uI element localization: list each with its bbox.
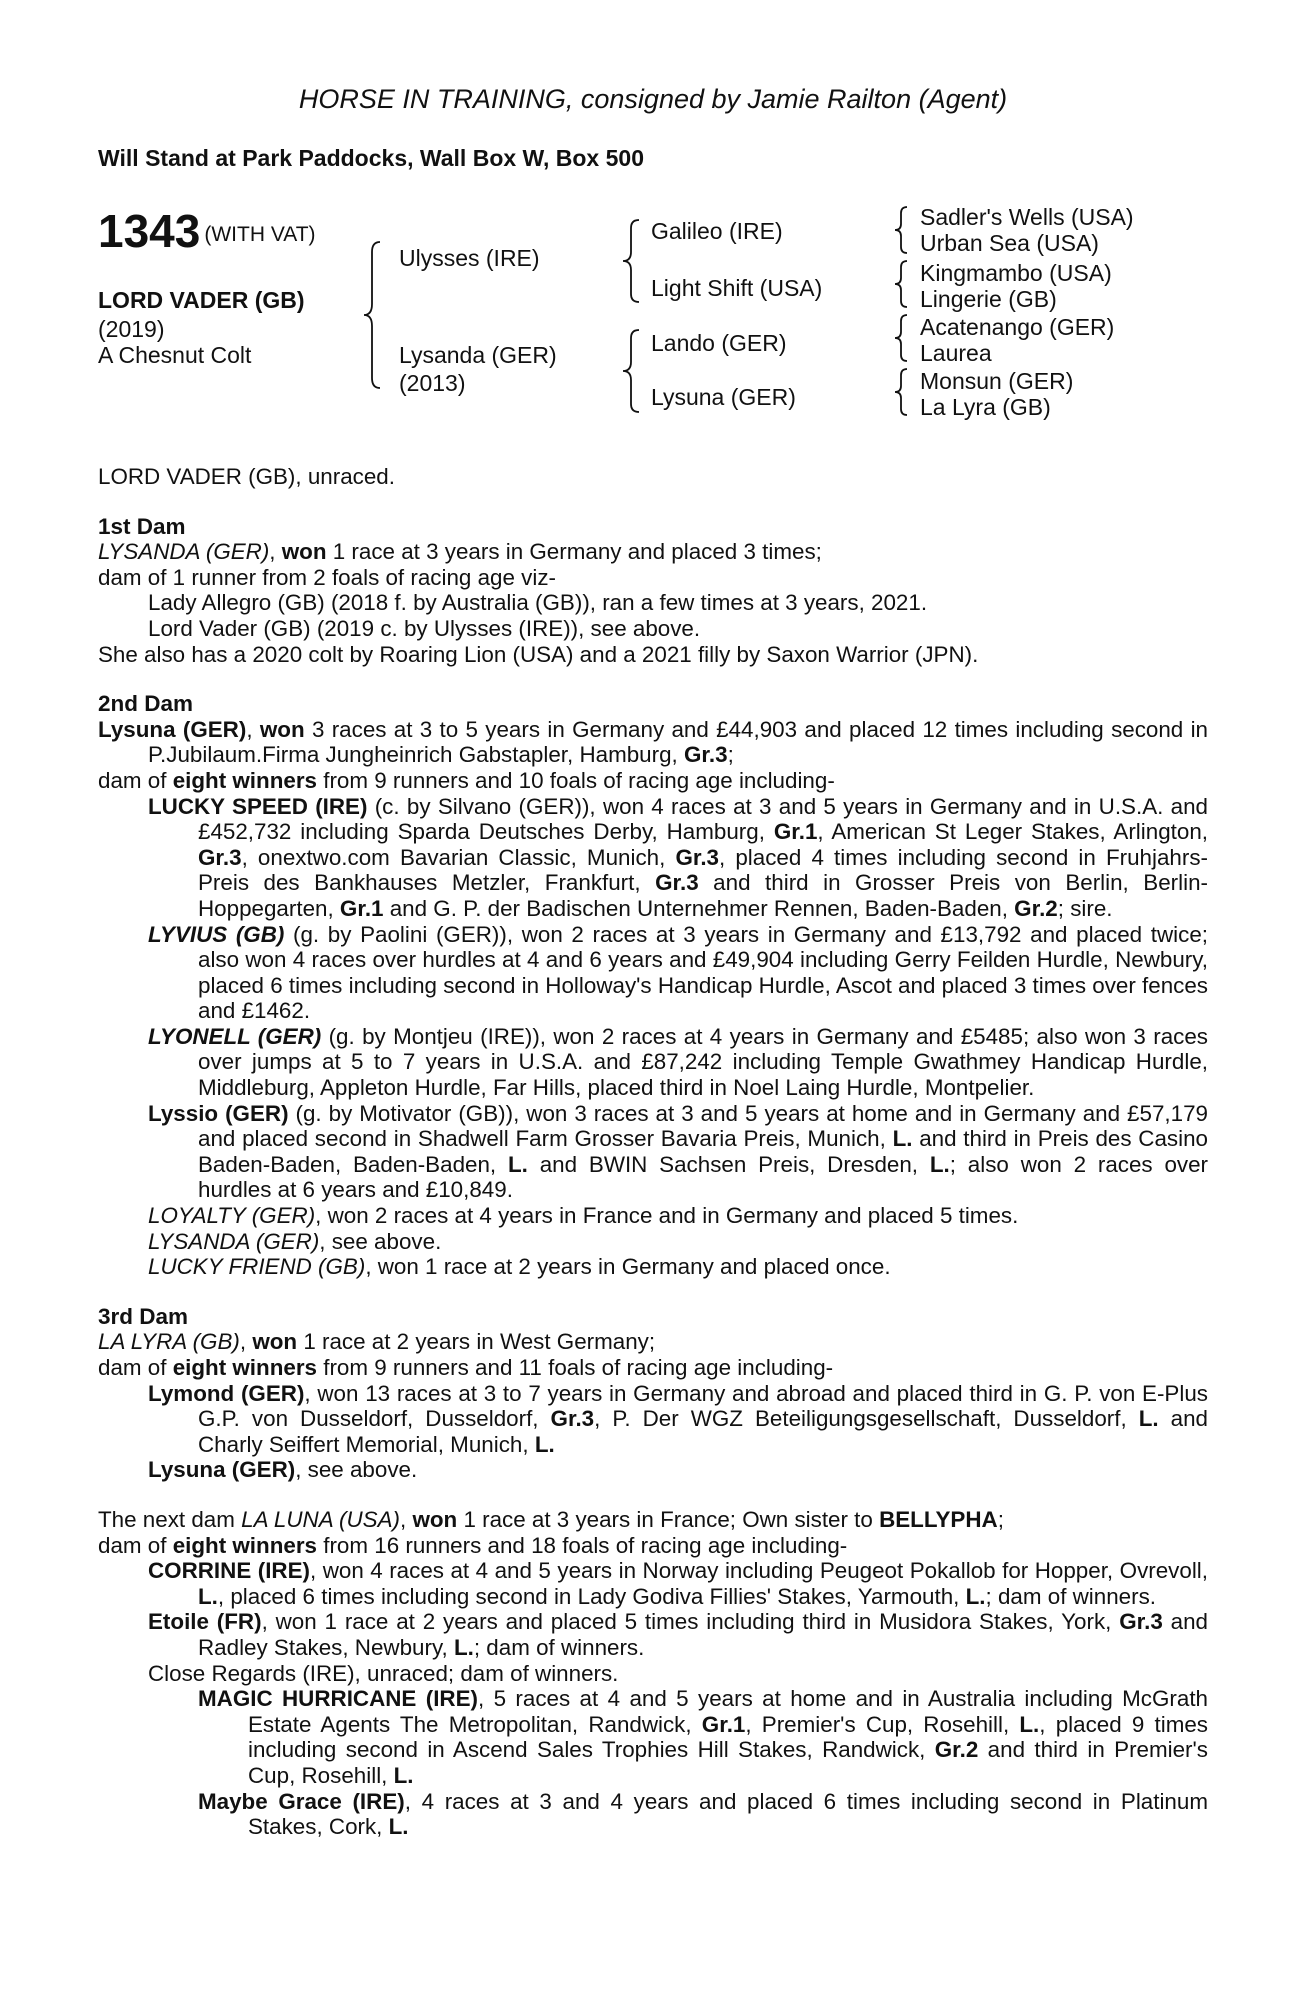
horse-name: LORD VADER (GB) xyxy=(98,287,305,313)
pedigree-sire: Ulysses (IRE) xyxy=(399,245,540,271)
lot-number-value: 1343 xyxy=(98,205,201,257)
produce-entry: Etoile (FR), won 1 race at 2 years and placed 5 times including third in Musidora Stakes, York, Gr.3 and Radley Stakes, Newbury, L.; dam of winners. xyxy=(148,1609,1208,1660)
third-dam-heading: 3rd Dam xyxy=(98,1303,189,1329)
pedigree-gen2-1: Galileo (IRE) xyxy=(651,218,783,244)
produce-entry: Lyssio (GER) (g. by Motivator (GB)), won 3 races at 3 and 5 years at home and in Germany and £57,179 and placed second in Shadwell Farm Grosser Bavaria Preis, Munich, L. and third in Preis des Casino Baden-Baden, Baden-Baden, L. and BWIN Sachsen Preis, Dresden, L.; also won 2 races over hurdles at 6 years and £10,849. xyxy=(148,1100,1209,1203)
pedigree-gen3-7: Monsun (GER) xyxy=(920,368,1074,394)
third-dam-record: LA LYRA (GB), won 1 race at 2 years in West Germany; xyxy=(98,1329,656,1355)
horse-year: (2019) xyxy=(98,316,165,342)
next-dam-record: The next dam LA LUNA (USA), won 1 race at 3 years in France; Own sister to BELLYPHA; xyxy=(98,1506,1004,1532)
next-dam-section xyxy=(98,1507,1208,1840)
produce-entry: Lysuna (GER), see above. xyxy=(148,1457,418,1483)
pedigree-brace-7 xyxy=(893,367,909,417)
pedigree-dam-year: (2013) xyxy=(399,370,466,396)
second-dam-record: Lysuna (GER), won 3 races at 3 to 5 years in Germany and £44,903 and placed 12 times including second in P.Jubilaum.Firma Jungheinrich Gabstapler, Hamburg, Gr.3; xyxy=(98,716,1209,768)
second-dam-produce-summary: dam of eight winners from 9 runners and 10 foals of racing age including- xyxy=(98,767,835,793)
lot-number xyxy=(98,204,316,262)
third-dam-section xyxy=(98,1304,1208,1483)
produce-entry: LUCKY SPEED (IRE) (c. by Silvano (GER)), won 4 races at 3 and 5 years in Germany and in U.S.A. and £452,732 including Sparda Deutsches Derby, Hamburg, Gr.1, American St Leger Stakes, Arlington, Gr.3, onextwo.com Bavarian Classic, Munich, Gr.3, placed 4 times including second in Fruhjahrs-Preis des Bankhauses Metzler, Frankfurt, Gr.3 and third in Grosser Preis von Berlin, Berlin-Hoppegarten, Gr.1 and G. P. der Badischen Unternehmer Rennen, Baden-Baden, Gr.2; sire. xyxy=(148,793,1208,921)
pedigree-gen3-6: Laurea xyxy=(920,340,992,366)
page-title: HORSE IN TRAINING, consigned by Jamie Railton (Agent) xyxy=(298,84,1008,114)
stand-location: Will Stand at Park Paddocks, Wall Box W, Box 500 xyxy=(98,145,644,171)
produce-entry: Lymond (GER), won 13 races at 3 to 7 years in Germany and abroad and placed third in G. P. von E-Plus G.P. von Dusseldorf, Dusseldorf, Gr.3, P. Der WGZ Beteiligungsgesellschaft, Dusseldorf, L. and Charly Seiffert Memorial, Munich, L. xyxy=(148,1380,1208,1457)
produce-entry: Maybe Grace (IRE), 4 races at 3 and 4 years and placed 6 times including second in Platinum Stakes, Cork, L. xyxy=(198,1788,1208,1840)
pedigree-brace-3 xyxy=(621,328,641,414)
pedigree-dam: Lysanda (GER) xyxy=(399,342,557,368)
first-dam-record: LYSANDA (GER), won 1 race at 3 years in Germany and placed 3 times; xyxy=(98,539,822,565)
produce-line: Lady Allegro (GB) (2018 f. by Australia (GB)), ran a few times at 3 years, 2021. xyxy=(148,590,928,616)
first-dam-produce-summary: dam of 1 runner from 2 foals of racing age viz- xyxy=(98,564,556,590)
first-dam-heading: 1st Dam xyxy=(98,513,186,539)
pedigree-brace-5 xyxy=(893,259,909,309)
produce-entry: CORRINE (IRE), won 4 races at 4 and 5 years in Norway including Peugeot Pokallob for Hopper, Ovrevoll, L., placed 6 times including second in Lady Godiva Fillies' Stakes, Yarmouth, L.; dam of winners. xyxy=(148,1558,1208,1609)
produce-entry: LUCKY FRIEND (GB), won 1 race at 2 years in Germany and placed once. xyxy=(148,1254,891,1280)
pedigree-brace-1 xyxy=(362,240,382,390)
pedigree-gen3-3: Kingmambo (USA) xyxy=(920,260,1112,286)
produce-entry: LYONELL (GER) (g. by Montjeu (IRE)), won 2 races at 4 years in Germany and £5485; also won 3 races over jumps at 5 to 7 years in U.S.A. and £87,242 including Temple Gwathmey Handicap Hurdle, Middleburg, Appleton Hurdle, Far Hills, placed third in Noel Laing Hurdle, Montpelier. xyxy=(148,1023,1208,1101)
race-summary: LORD VADER (GB), unraced. xyxy=(98,464,395,489)
pedigree-brace-2 xyxy=(621,218,641,304)
pedigree-brace-4 xyxy=(893,205,909,255)
first-dam-section xyxy=(98,514,1208,668)
produce-entry: MAGIC HURRICANE (IRE), 5 races at 4 and 5 years at home and in Australia including McGrath Estate Agents The Metropolitan, Randwick, Gr.1, Premier's Cup, Rosehill, L., placed 9 times including second in Ascend Sales Trophies Hill Stakes, Randwick, Gr.2 and third in Premier's Cup, Rosehill, L. xyxy=(198,1686,1209,1788)
pedigree-gen3-5: Acatenango (GER) xyxy=(920,314,1115,340)
vat-note: (WITH VAT) xyxy=(204,223,316,246)
pedigree-gen3-1: Sadler's Wells (USA) xyxy=(920,204,1134,230)
pedigree-gen3-8: La Lyra (GB) xyxy=(920,394,1051,420)
produce-entry: LOYALTY (GER), won 2 races at 4 years in France and in Germany and placed 5 times. xyxy=(148,1203,1019,1229)
pedigree-brace-6 xyxy=(893,313,909,363)
produce-entry: LYVIUS (GB) (g. by Paolini (GER)), won 2 races at 3 years in Germany and £13,792 and placed twice; also won 4 races over hurdles at 4 and 6 years and £49,904 including Gerry Feilden Hurdle, Newbury, placed 6 times including second in Holloway's Handicap Hurdle, Ascot and placed 3 times over fences and £1462. xyxy=(148,921,1208,1024)
pedigree-gen2-2: Light Shift (USA) xyxy=(651,275,823,301)
second-dam-section xyxy=(98,691,1208,1280)
third-dam-produce-summary: dam of eight winners from 9 runners and 11 foals of racing age including- xyxy=(98,1355,834,1380)
horse-description: A Chesnut Colt xyxy=(98,342,252,368)
produce-entry: LYSANDA (GER), see above. xyxy=(148,1228,442,1254)
pedigree-notes xyxy=(98,464,1208,1840)
produce-line: Lord Vader (GB) (2019 c. by Ulysses (IRE)), see above. xyxy=(148,615,701,641)
next-dam-produce-summary: dam of eight winners from 16 runners and 18 foals of racing age including- xyxy=(98,1532,848,1558)
pedigree-gen3-4: Lingerie (GB) xyxy=(920,286,1057,312)
pedigree-gen2-4: Lysuna (GER) xyxy=(651,384,796,410)
produce-note: She also has a 2020 colt by Roaring Lion (USA) and a 2021 filly by Saxon Warrior (JPN). xyxy=(98,641,979,667)
produce-entry: Close Regards (IRE), unraced; dam of winners. xyxy=(148,1660,619,1686)
pedigree-gen2-3: Lando (GER) xyxy=(651,330,787,356)
second-dam-heading: 2nd Dam xyxy=(98,691,194,717)
pedigree-gen3-2: Urban Sea (USA) xyxy=(920,230,1099,256)
